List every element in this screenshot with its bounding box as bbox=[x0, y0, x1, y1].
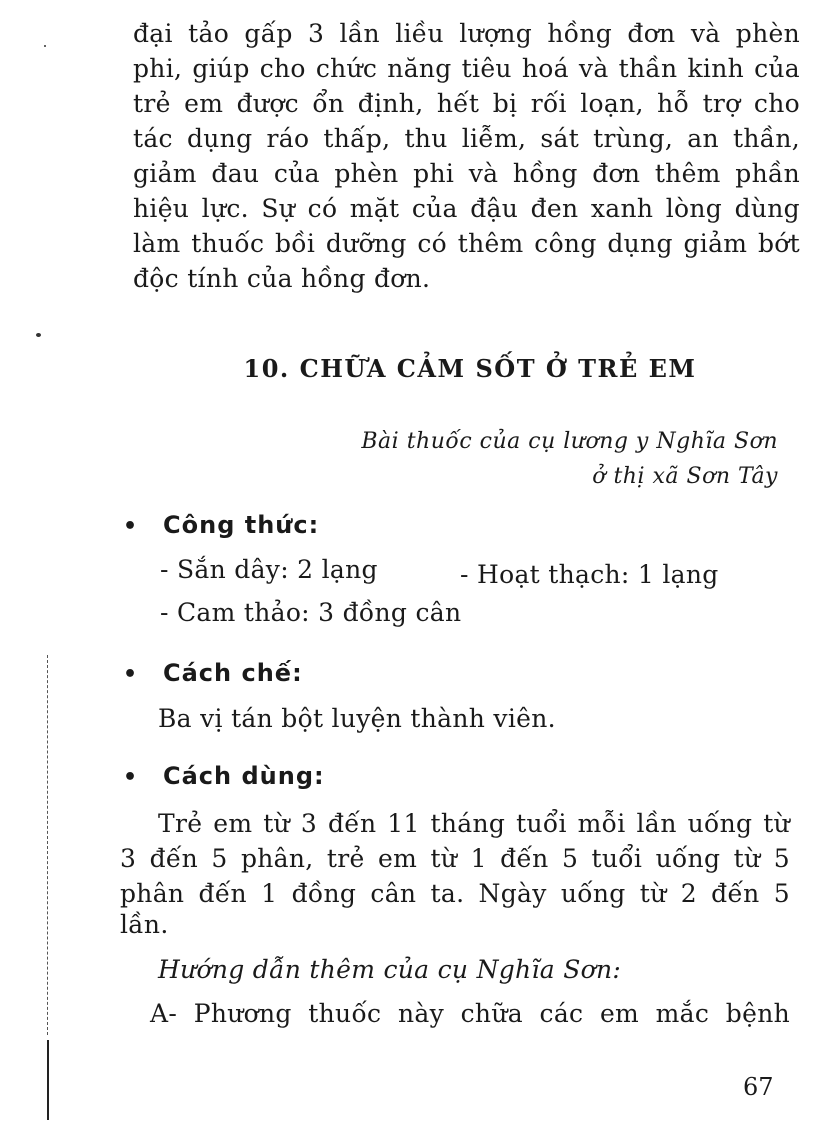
text-line: đại tảo gấp 3 lần liều lượng hồng đơn và phèn bbox=[133, 19, 800, 48]
attribution-line-2: ở thị xã Sơn Tây bbox=[592, 464, 778, 489]
bullet-icon: • bbox=[123, 662, 139, 687]
text-line: Trẻ em từ 3 đến 11 tháng tuổi mỗi lần uống từ bbox=[158, 809, 790, 838]
scan-speck bbox=[44, 45, 46, 47]
text-line: hiệu lực. Sự có mặt của đậu đen xanh lòng dùng bbox=[133, 194, 800, 223]
text-line: phi, giúp cho chức năng tiêu hoá và thần kinh của bbox=[133, 54, 800, 83]
section-cach-dung-heading bbox=[123, 761, 325, 793]
bullet-icon: • bbox=[123, 765, 139, 790]
section-label: Cách dùng: bbox=[163, 762, 325, 790]
text-line: 3 đến 5 phân, trẻ em từ 1 đến 5 tuổi uống từ 5 bbox=[120, 844, 790, 873]
ingredient-item: - Cam thảo: 3 đồng cân bbox=[160, 598, 462, 627]
section-label: Cách chế: bbox=[163, 659, 303, 687]
section-label: Công thức: bbox=[163, 511, 320, 539]
text-line: phân đến 1 đồng cân ta. Ngày uống từ 2 đến 5 bbox=[120, 879, 790, 908]
page-number: 67 bbox=[743, 1073, 774, 1101]
ingredient-item: - Hoạt thạch: 1 lạng bbox=[460, 560, 719, 589]
section-cach-che-heading bbox=[123, 658, 303, 690]
section-cong-thuc-heading bbox=[123, 510, 319, 542]
text-line: làm thuốc bồi dưỡng có thêm công dụng giảm bớt bbox=[133, 229, 800, 258]
text-line: lần. bbox=[120, 910, 169, 939]
attribution-line-1: Bài thuốc của cụ lương y Nghĩa Sơn bbox=[361, 429, 778, 454]
section-heading: 10. CHỮA CẢM SỐT Ở TRẺ EM bbox=[243, 354, 697, 383]
scan-speck bbox=[36, 333, 41, 337]
preparation-text: Ba vị tán bột luyện thành viên. bbox=[158, 704, 556, 733]
text-line: trẻ em được ổn định, hết bị rối loạn, hỗ trợ cho bbox=[133, 89, 800, 118]
text-line: giảm đau của phèn phi và hồng đơn thêm phần bbox=[133, 159, 800, 188]
margin-dashed-rule bbox=[47, 655, 48, 1035]
guidance-line: A- Phương thuốc này chữa các em mắc bệnh bbox=[150, 999, 790, 1028]
bullet-icon: • bbox=[123, 514, 139, 539]
text-line: độc tính của hồng đơn. bbox=[133, 264, 431, 293]
text-line: tác dụng ráo thấp, thu liễm, sát trùng, an thần, bbox=[133, 124, 800, 153]
ingredient-item: - Sắn dây: 2 lạng bbox=[160, 555, 378, 584]
guidance-title: Hướng dẫn thêm của cụ Nghĩa Sơn: bbox=[158, 955, 622, 984]
margin-solid-rule bbox=[47, 1040, 49, 1120]
